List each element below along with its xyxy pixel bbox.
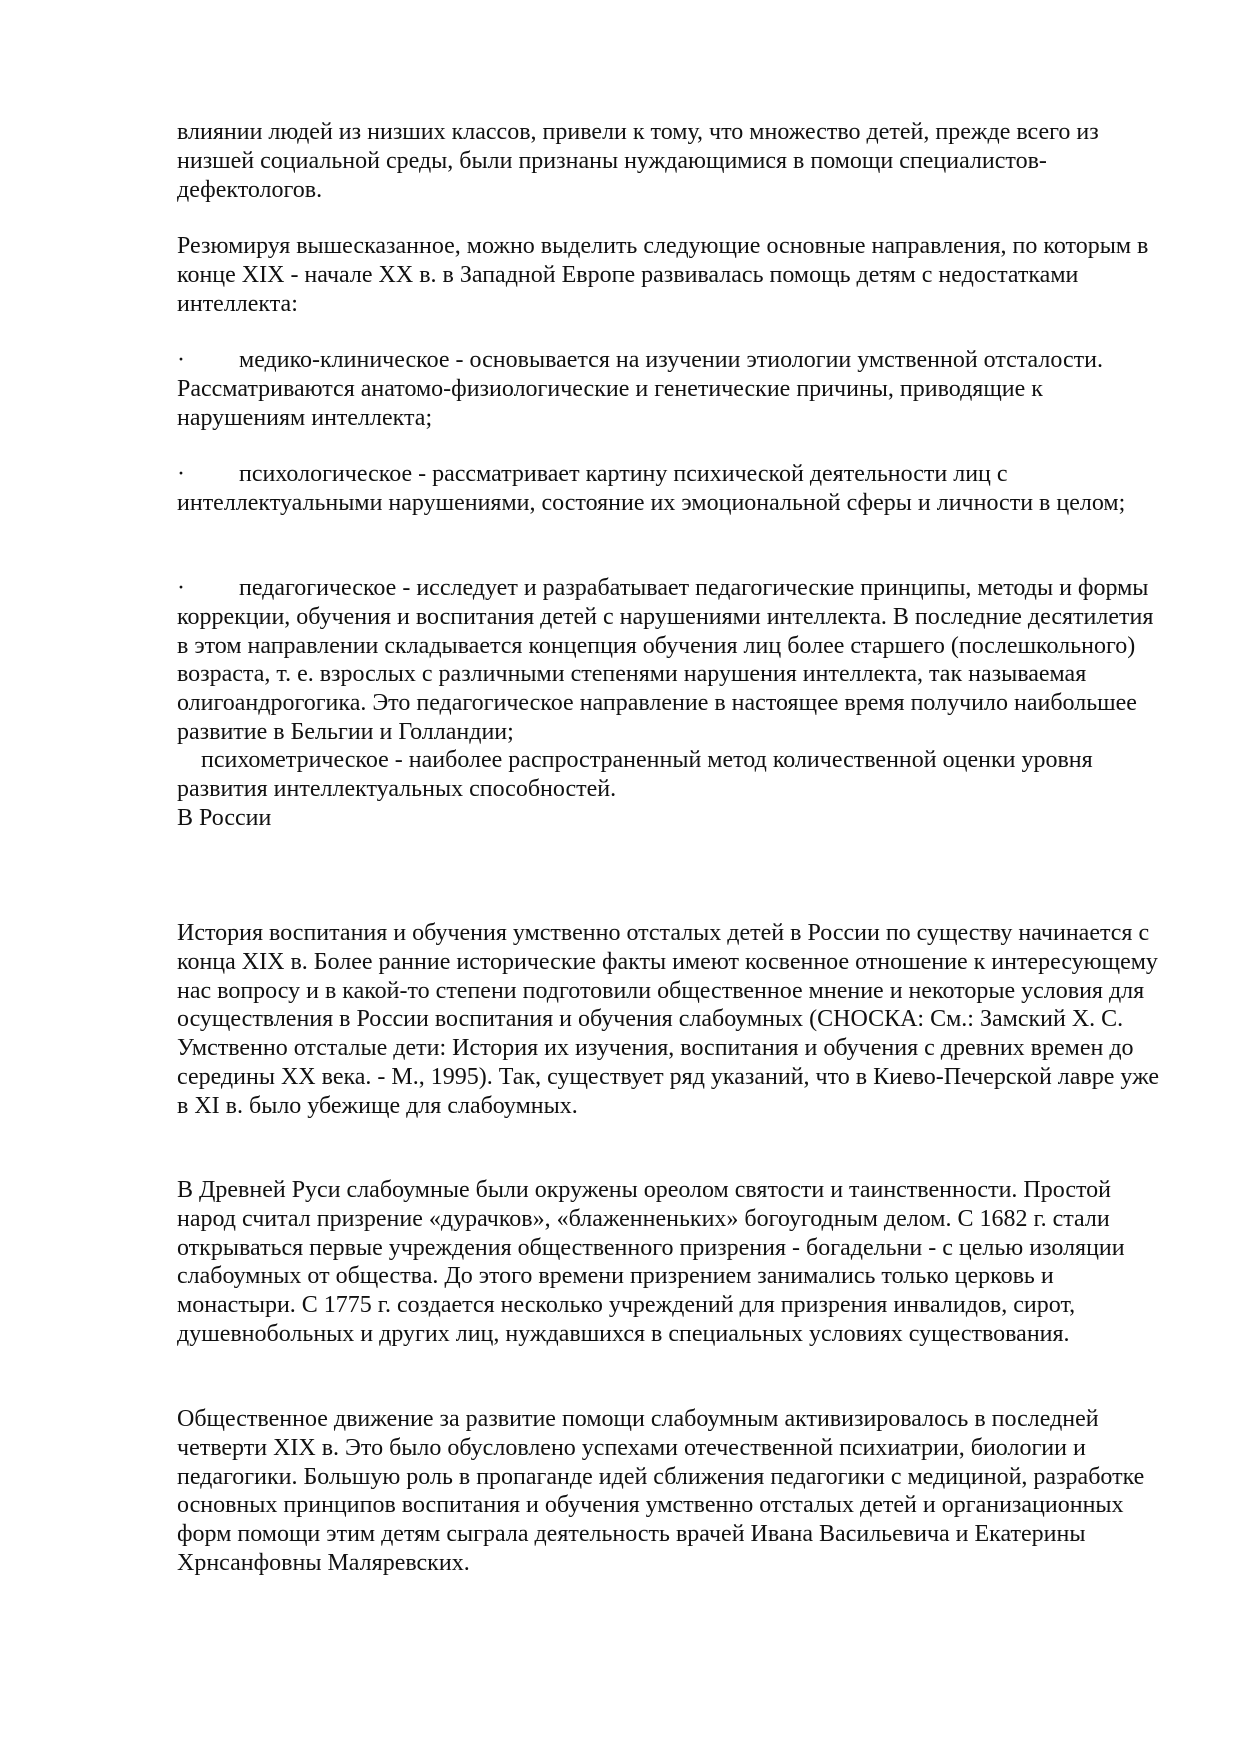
bullet-mark: · (177, 461, 185, 487)
bullet-mark: · (177, 347, 185, 373)
bullet-item-medical (177, 346, 1164, 432)
paragraph-ancient-rus: В Древней Руси слабоумные были окружены ореолом святости и таинственности. Простой народ считал призрение «дурачков», «блаженненьких» богоугодным делом. С 1682 г. стали открываться первые учреждения общественного призрения - богадельни - с целью изоляции слабоумных от общества. До этого времени призрением занимались только церковь и монастыри. С 1775 г. создается несколько учреждений для призрения инвалидов, сирот, душевнобольных и других лиц, нуждавшихся в специальных условиях существования. (177, 1177, 1125, 1347)
bullet-mark: · (177, 575, 185, 601)
paragraph-summary: Резюмируя вышесказанное, можно выделить следующие основные направления, по которым в конце XIX - начале XX в. в Западной Европе развивалась помощь детям с недостатками интеллекта: (177, 233, 1149, 317)
bullet-text: педагогическое - исследует и разрабатывает педагогические принципы, методы и формы коррекции, обучения и воспитания детей с нарушениями интеллекта. В последние десятилетия в этом направлении складывается концепция обучения лиц более старшего (послешкольного) возраста, т. е. взрослых с различными степенями нарушения интеллекта, так называемая олигоандрогогика. Это педагогическое направление в настоящее время получило наибольшее развитие в Бельгии и Голландии; (177, 575, 1154, 745)
bullet-text: психологическое - рассматривает картину психической деятельности лиц с интеллектуальными нарушениями, состояние их эмоциональной сферы и личности в целом; (177, 461, 1126, 516)
paragraph-intro: влиянии людей из низших классов, привели к тому, что множество детей, прежде всего из низшей социальной среды, были признаны нуждающимися в помощи специалистов-дефектологов. (177, 119, 1099, 203)
paragraph-psychometric: психометрическое - наиболее распространенный метод количественной оценки уровня развития интеллектуальных способностей. (177, 747, 1093, 802)
paragraph-history: История воспитания и обучения умственно отсталых детей в России по существу начинается с конца XIX в. Более ранние исторические факты имеют косвенное отношение к интересующему нас вопросу и в какой-то степени подготовили общественное мнение и некоторые условия для осуществления в России воспитания и обучения слабоумных (СНОСКА: См.: Замский X. С. Умственно отсталые дети: История их изучения, воспитания и обучения с древних времен до середины XX века. - М., 1995). Так, существует ряд указаний, что в Киево-Печерской лавре уже в XI в. было убежище для слабоумных. (177, 920, 1160, 1119)
bullet-text: медико-клиническое - основывается на изучении этиологии умственной отсталости. Рассматриваются анатомо-физиологические и генетические причины, приводящие к нарушениям интеллекта; (177, 347, 1103, 431)
bullet-item-pedagogical (177, 574, 1164, 747)
bullet-item-psychological (177, 460, 1164, 518)
section-heading: В России (177, 805, 272, 831)
paragraph-public-movement: Общественное движение за развитие помощи слабоумным активизировалось в последней четверти XIX в. Это было обусловлено успехами отечественной психиатрии, биологии и педагогики. Большую роль в пропаганде идей сближения педагогики с медициной, разработке основных принципов воспитания и обучения умственно отсталых детей и организационных форм помощи этим детям сыграла деятельность врачей Ивана Васильевича и Екатерины Хрнсанфовны Маляревских. (177, 1406, 1145, 1576)
